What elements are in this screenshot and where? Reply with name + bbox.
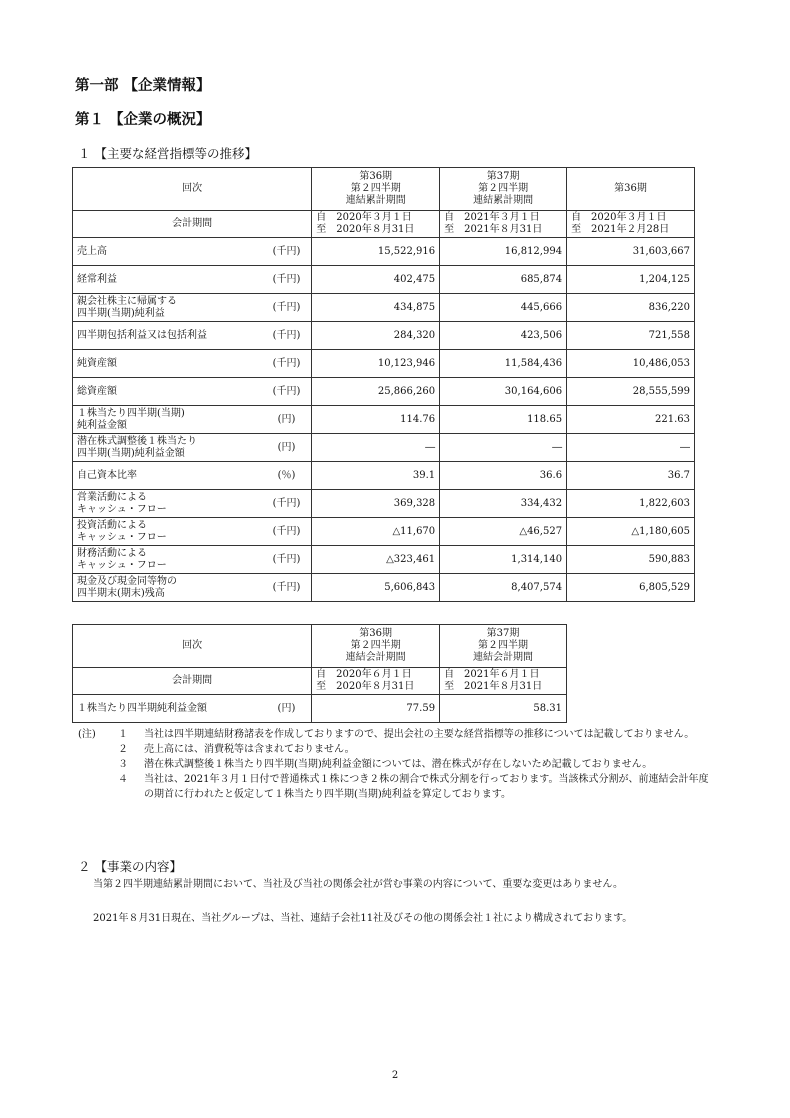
row-value: ―	[312, 434, 440, 462]
table-row	[73, 322, 695, 350]
period-to: 至 2021年８月31日	[444, 224, 543, 235]
row-label: 現金及び現金同等物の 四半期末(期末)残高	[73, 574, 262, 602]
row-label: 親会社株主に帰属する 四半期(当期)純利益	[73, 294, 262, 322]
table-row	[73, 238, 695, 266]
row-value: 1,822,603	[567, 490, 695, 518]
row-value: 77.59	[312, 695, 440, 723]
row-value: 10,486,053	[567, 350, 695, 378]
period-to: 至 2020年８月31日	[316, 681, 415, 692]
row-value: △1,180,605	[567, 518, 695, 546]
row-value: 11,584,436	[440, 350, 567, 378]
column-title: 第36期 第２四半期 連結累計期間	[312, 168, 440, 211]
note-text: 売上高には、消費税等は含まれておりません。	[144, 744, 355, 755]
row-value: 36.7	[567, 462, 695, 490]
period-label: 会計期間	[73, 211, 312, 238]
note-number: ４	[118, 774, 128, 785]
note-number: １	[118, 729, 128, 740]
row-value: 31,603,667	[567, 238, 695, 266]
period-from: 自 2020年６月１日	[316, 669, 412, 680]
table-row	[73, 294, 695, 322]
row-value: 334,432	[440, 490, 567, 518]
table-row	[73, 378, 695, 406]
table-row	[73, 434, 695, 462]
note-number: ２	[118, 744, 128, 755]
row-value: 25,866,260	[312, 378, 440, 406]
row-value: 36.6	[440, 462, 567, 490]
row-value: 402,475	[312, 266, 440, 294]
column-title: 第37期 第２四半期 連結会計期間	[440, 625, 567, 668]
row-value: 30,164,606	[440, 378, 567, 406]
key-indicators-table	[72, 167, 695, 602]
row-value: 8,407,574	[440, 574, 567, 602]
note-label	[78, 772, 118, 802]
row-value: 28,555,599	[567, 378, 695, 406]
row-value: 114.76	[312, 406, 440, 434]
note-label: (注)	[78, 729, 96, 740]
row-value: 16,812,994	[440, 238, 567, 266]
row-label: 経常利益	[73, 266, 262, 294]
header-row	[73, 625, 567, 668]
row-value: 15,522,916	[312, 238, 440, 266]
header-label: 回次	[73, 168, 312, 211]
row-value: 445,666	[440, 294, 567, 322]
row-value: 1,204,125	[567, 266, 695, 294]
row-value: 369,328	[312, 490, 440, 518]
row-unit: (千円)	[262, 266, 312, 294]
note-text: 当社は、2021年３月１日付で普通株式１株につき２株の割合で株式分割を行っております。当該株式分割が、前連結会計年度の期首に行われたと仮定して１株当たり四半期(当期)純利益を算定しております。	[144, 774, 709, 800]
note-item	[78, 757, 718, 772]
table-row	[73, 518, 695, 546]
period-cell	[567, 211, 695, 238]
row-unit: (千円)	[262, 518, 312, 546]
row-unit: (千円)	[262, 238, 312, 266]
row-value: ―	[567, 434, 695, 462]
row-value: 434,875	[312, 294, 440, 322]
note-text: 当社は四半期連結財務諸表を作成しておりますので、提出会社の主要な経営指標等の推移については記載しておりません。	[144, 729, 695, 740]
period-to: 至 2021年２月28日	[571, 224, 670, 235]
table-row	[73, 574, 695, 602]
header-label: 回次	[73, 625, 312, 668]
period-from: 自 2021年３月１日	[444, 212, 540, 223]
column-title: 第36期 第２四半期 連結会計期間	[312, 625, 440, 668]
row-label: 潜在株式調整後１株当たり 四半期(当期)純利益金額	[73, 434, 262, 462]
row-value: 221.63	[567, 406, 695, 434]
note-label	[78, 757, 118, 772]
row-value: 118.65	[440, 406, 567, 434]
section2-paragraph-1: 当第２四半期連結累計期間において、当社及び当社の関係会社が営む事業の内容について、重要な変更はありません。	[93, 879, 623, 890]
row-unit: (千円)	[262, 378, 312, 406]
row-unit: (千円)	[262, 574, 312, 602]
table-row	[73, 462, 695, 490]
period-from: 自 2020年３月１日	[571, 212, 667, 223]
row-unit: (千円)	[262, 322, 312, 350]
column-title: 第36期	[567, 168, 695, 211]
table-row	[73, 406, 695, 434]
note-number: ３	[118, 759, 128, 770]
note-label	[78, 742, 118, 757]
section2-title: ２ 【事業の内容】	[78, 859, 182, 874]
row-value: 39.1	[312, 462, 440, 490]
row-value: 6,805,529	[567, 574, 695, 602]
period-row	[73, 668, 567, 695]
row-label: 投資活動による キャッシュ・フロー	[73, 518, 262, 546]
row-value: 1,314,140	[440, 546, 567, 574]
table-row	[73, 350, 695, 378]
row-unit: (円)	[262, 434, 312, 462]
column-title: 第37期 第２四半期 連結累計期間	[440, 168, 567, 211]
page-number: 2	[391, 1070, 399, 1081]
row-unit: (円)	[262, 695, 312, 723]
row-label: １株当たり四半期純利益金額	[73, 695, 262, 723]
row-label: 純資産額	[73, 350, 262, 378]
row-value: 58.31	[440, 695, 567, 723]
row-value: △11,670	[312, 518, 440, 546]
table-row	[73, 490, 695, 518]
period-to: 至 2021年８月31日	[444, 681, 543, 692]
table-row	[73, 546, 695, 574]
row-value: 685,874	[440, 266, 567, 294]
row-value: 284,320	[312, 322, 440, 350]
row-unit: (千円)	[262, 490, 312, 518]
row-value: 5,606,843	[312, 574, 440, 602]
row-unit: (千円)	[262, 546, 312, 574]
row-value: 10,123,946	[312, 350, 440, 378]
row-unit: (千円)	[262, 350, 312, 378]
section2-paragraph-2: 2021年８月31日現在、当社グループは、当社、連結子会社11社及びその他の関係会社１社により構成されております。	[93, 913, 633, 924]
row-label: １株当たり四半期(当期) 純利益金額	[73, 406, 262, 434]
period-row	[73, 211, 695, 238]
row-label: 営業活動による キャッシュ・フロー	[73, 490, 262, 518]
chapter-title: 第１ 【企業の概況】	[75, 112, 211, 128]
table-row	[73, 695, 567, 723]
row-unit: (千円)	[262, 294, 312, 322]
period-from: 自 2020年３月１日	[316, 212, 412, 223]
row-value: ―	[440, 434, 567, 462]
row-label: 財務活動による キャッシュ・フロー	[73, 546, 262, 574]
note-item	[78, 727, 718, 742]
period-cell	[312, 211, 440, 238]
row-label: 総資産額	[73, 378, 262, 406]
note-item	[78, 742, 718, 757]
row-value: 423,506	[440, 322, 567, 350]
row-unit: (円)	[262, 406, 312, 434]
period-cell	[312, 668, 440, 695]
period-from: 自 2021年６月１日	[444, 669, 540, 680]
note-item	[78, 772, 718, 802]
period-cell	[440, 668, 567, 695]
period-to: 至 2020年８月31日	[316, 224, 415, 235]
note-text: 潜在株式調整後１株当たり四半期(当期)純利益金額については、潜在株式が存在しないため記載しておりません。	[144, 759, 653, 770]
period-cell	[440, 211, 567, 238]
period-label: 会計期間	[73, 668, 312, 695]
notes	[78, 727, 718, 802]
table-row	[73, 266, 695, 294]
row-label: 売上高	[73, 238, 262, 266]
row-value: △323,461	[312, 546, 440, 574]
row-label: 四半期包括利益又は包括利益	[73, 322, 262, 350]
section1-title: １ 【主要な経営指標等の推移】	[78, 146, 257, 161]
quarterly-eps-table	[72, 624, 567, 723]
row-value: △46,527	[440, 518, 567, 546]
row-value: 721,558	[567, 322, 695, 350]
row-value: 836,220	[567, 294, 695, 322]
row-label: 自己資本比率	[73, 462, 262, 490]
part-title: 第一部 【企業情報】	[75, 78, 211, 94]
row-value: 590,883	[567, 546, 695, 574]
header-row	[73, 168, 695, 211]
row-unit: (％)	[262, 462, 312, 490]
